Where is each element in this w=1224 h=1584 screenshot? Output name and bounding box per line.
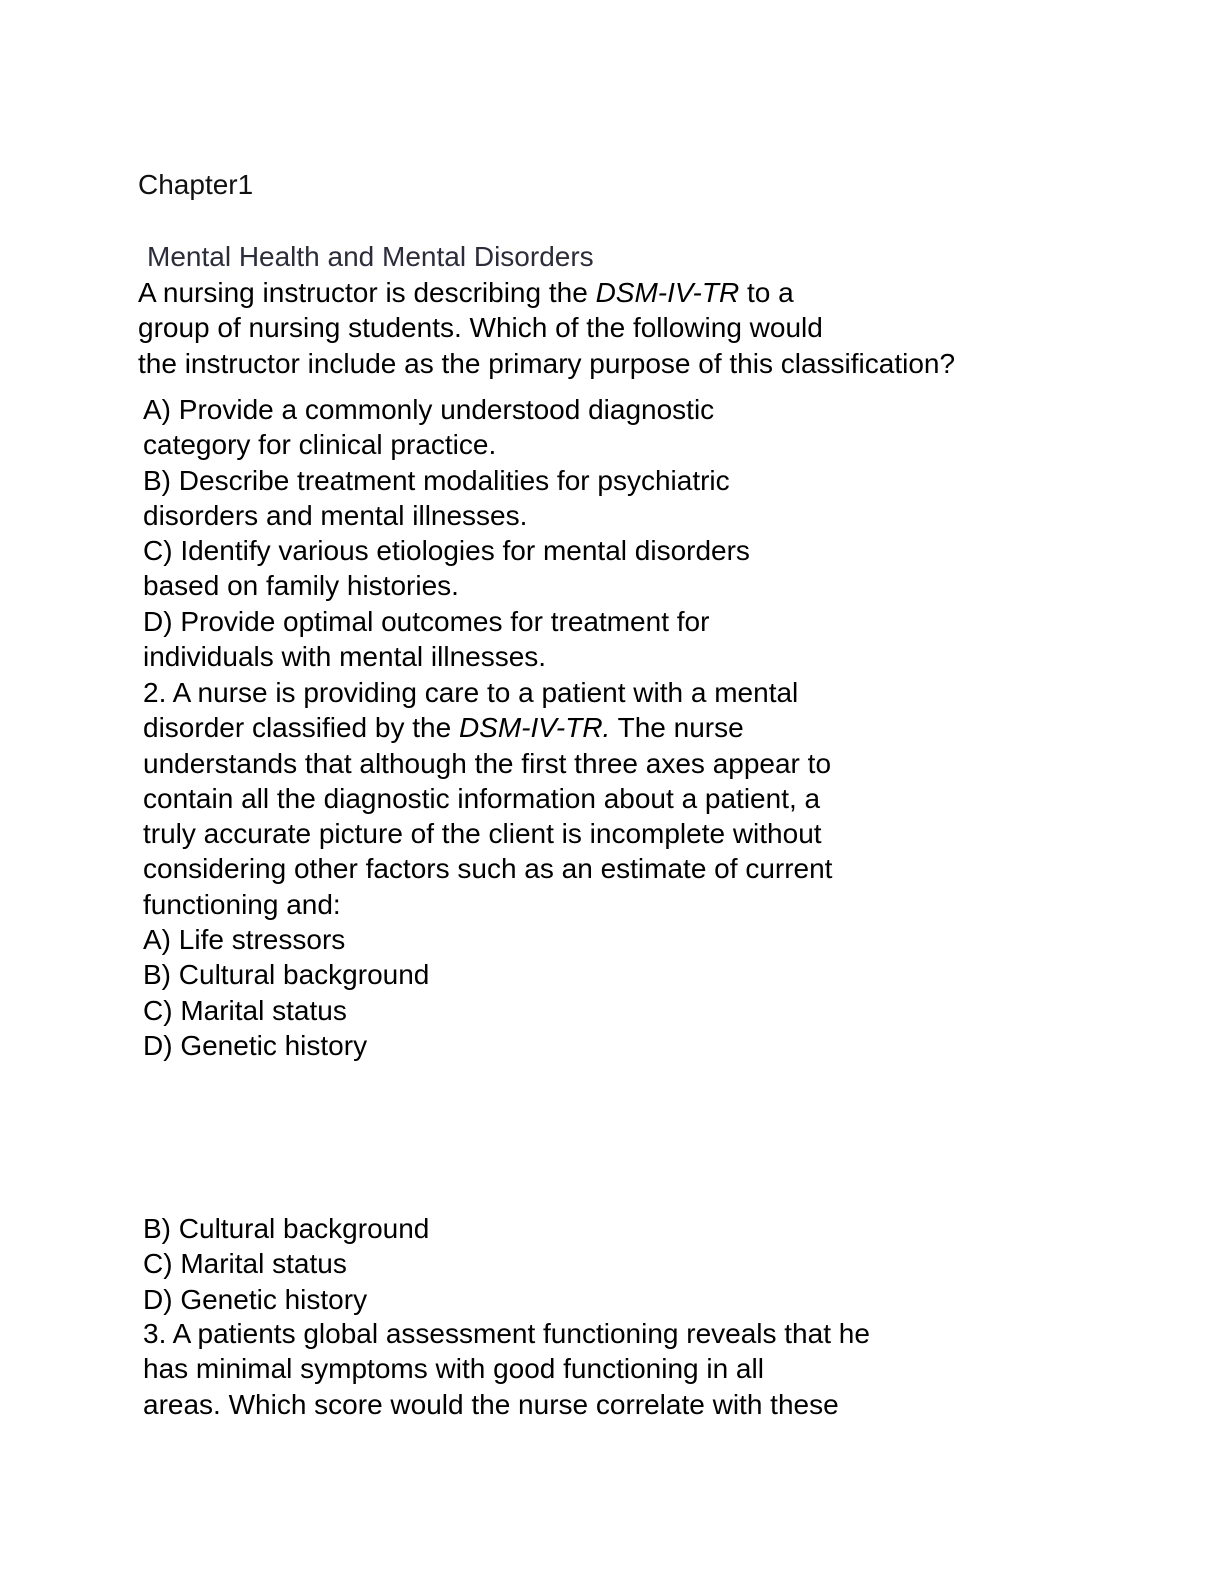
dsm-term: DSM-IV-TR bbox=[595, 277, 740, 308]
question-2-option-c: C) Marital status bbox=[143, 994, 347, 1026]
question-1-option-d: D) Provide optimal outcomes for treatment for individuals with mental illnesses. bbox=[143, 605, 710, 673]
question-1-stem-line-1: A nursing instructor is describing the DSM-IV-TR to a bbox=[138, 277, 794, 308]
question-2-option-d-repeat: D) Genetic history bbox=[143, 1283, 368, 1315]
dsm-term: DSM-IV-TR. bbox=[458, 712, 611, 744]
question-1-option-c: C) Identify various etiologies for mental disorders based on family histories. bbox=[143, 535, 750, 602]
question-1-option-b: B) Describe treatment modalities for psychiatric disorders and mental illnesses. bbox=[143, 464, 730, 531]
question-3-stem: 3. A patients global assessment functioning reveals that he has minimal symptoms with good functioning in all areas. Which score would the nurse correlate with these bbox=[143, 1318, 870, 1420]
question-2-options bbox=[143, 922, 429, 1063]
question-1-stem bbox=[138, 275, 955, 381]
question-2-options-repeat bbox=[143, 1211, 429, 1317]
question-1-options bbox=[143, 392, 750, 674]
question-2-option-b-repeat: B) Cultural background bbox=[143, 1213, 430, 1244]
question-2-option-d: D) Genetic history bbox=[143, 1029, 368, 1061]
question-2-option-a: A) Life stressors bbox=[143, 924, 346, 955]
question-1-option-a: A) Provide a commonly understood diagnostic category for clinical practice. bbox=[143, 394, 715, 461]
question-1-stem-line-2: group of nursing students. Which of the following would bbox=[138, 312, 823, 344]
question-2-option-b: B) Cultural background bbox=[143, 959, 430, 991]
chapter-heading: Chapter1 bbox=[138, 169, 254, 200]
question-2-option-c-repeat: C) Marital status bbox=[143, 1248, 347, 1280]
question-1-stem-line-3: the instructor include as the primary purpose of this classification? bbox=[138, 347, 956, 379]
question-2-stem: 2. A nurse is providing care to a patient with a mental disorder classified by the DSM-IV-TR. The nurse understands that although the first three axes appear to contain all the diagnostic information about a patient, a truly accurate picture of the client is incomplete without considering other factors such as an estimate of current functioning and: bbox=[143, 677, 833, 920]
question-2-stem-line-2: disorder classified by the DSM-IV-TR. The nurse bbox=[143, 712, 744, 744]
chapter-subtitle: Mental Health and Mental Disorders bbox=[147, 241, 594, 272]
